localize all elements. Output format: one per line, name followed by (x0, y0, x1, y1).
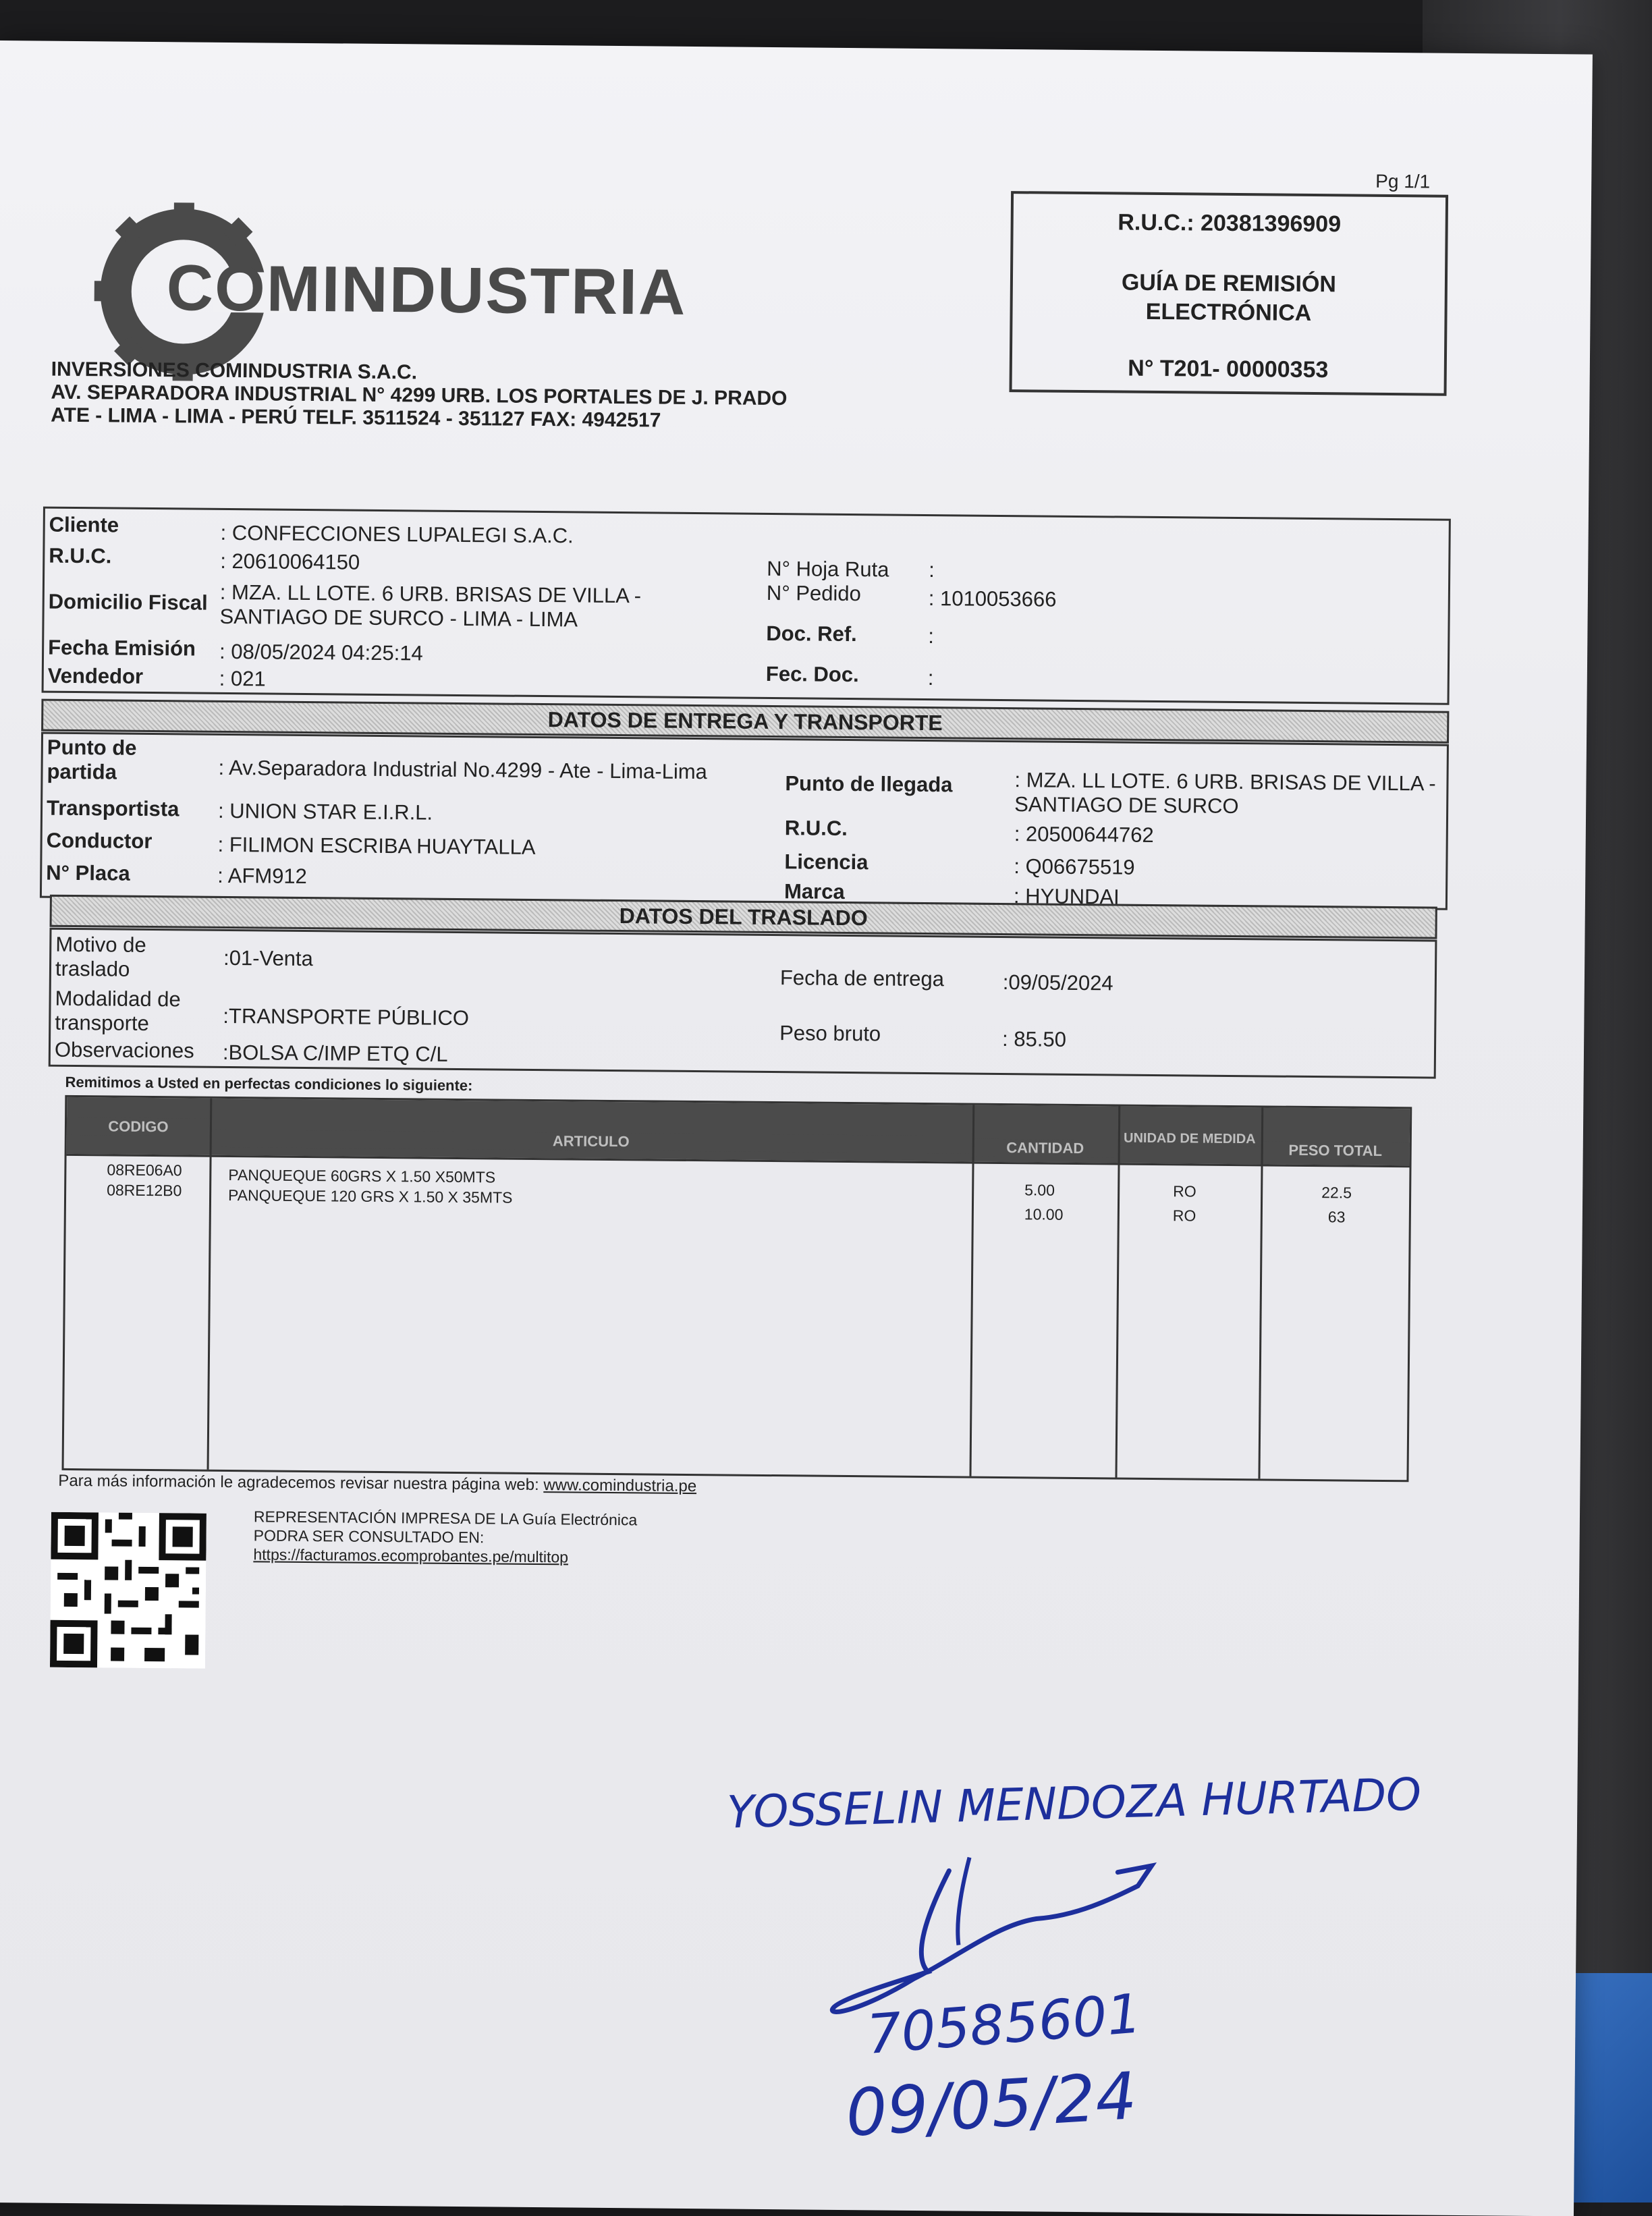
licencia-label: Licencia (784, 850, 869, 875)
motivo-label-2: traslado (55, 956, 130, 981)
row1-articulo: PANQUEQUE 60GRS X 1.50 X50MTS (228, 1166, 496, 1186)
llegada-label: Punto de llegada (785, 771, 953, 797)
header-peso-total: PESO TOTAL (1261, 1141, 1410, 1160)
motivo-value: :01-Venta (223, 945, 314, 971)
llegada-value-2: SANTIAGO DE SURCO (1014, 792, 1239, 819)
domicilio-value-2: SANTIAGO DE SURCO - LIMA - LIMA (219, 604, 578, 632)
cliente-value: : CONFECCIONES LUPALEGI S.A.C. (220, 520, 574, 548)
qr-code-icon (50, 1512, 206, 1669)
more-info (58, 1472, 696, 1496)
motivo-label-1: Motivo de (55, 932, 146, 957)
company-name: INVERSIONES COMINDUSTRIA S.A.C. (51, 358, 418, 384)
fecha-emision-label: Fecha Emisión (48, 635, 196, 661)
fec-doc-value: : (927, 666, 934, 690)
ruc-label: R.U.C. (49, 543, 112, 568)
partida-value: : Av.Separadora Industrial No.4299 - Ate - Lima-Lima (218, 755, 708, 784)
header-codigo: CODIGO (67, 1117, 210, 1136)
transport-band: DATOS DE ENTREGA Y TRANSPORTE (41, 699, 1449, 744)
doc-type-line1: GUÍA DE REMISIÓN (1121, 269, 1337, 298)
traslado-section (49, 928, 1437, 1079)
doc-ref-label: Doc. Ref. (766, 621, 857, 646)
website-link[interactable]: www.comindustria.pe (543, 1476, 697, 1496)
header-unidad: UNIDAD DE MEDIDA (1118, 1131, 1261, 1147)
company-address-line2: ATE - LIMA - LIMA - PERÚ TELF. 3511524 - 351127 FAX: 4942517 (51, 404, 661, 432)
doc-ref-value: : (928, 624, 935, 648)
doc-type-line2: ELECTRÓNICA (1145, 298, 1312, 326)
row2-codigo: 08RE12B0 (107, 1181, 182, 1200)
fecha-entrega-label: Fecha de entrega (779, 966, 945, 991)
domicilio-value-1: : MZA. LL LOTE. 6 URB. BRISAS DE VILLA - (219, 580, 642, 608)
row1-unidad: RO (1173, 1182, 1196, 1200)
fecha-entrega-value: :09/05/2024 (1002, 970, 1113, 995)
peso-bruto-value: : 85.50 (1001, 1027, 1067, 1051)
header-articulo: ARTICULO (210, 1130, 972, 1154)
pedido-value: : 1010053666 (928, 586, 1057, 611)
repr-line1: REPRESENTACIÓN IMPRESA DE LA Guía Electrónica (253, 1507, 638, 1529)
peso-bruto-label: Peso bruto (779, 1021, 881, 1046)
ruc-box (1010, 191, 1449, 396)
remission-guide-document (0, 40, 1593, 2216)
partida-label-1: Punto de (47, 735, 137, 760)
transport-ruc-value: : 20500644762 (1014, 822, 1154, 847)
doc-number: N° T201- 00000353 (1128, 355, 1329, 383)
transportista-value: : UNION STAR E.I.R.L. (217, 798, 433, 825)
page-number: Pg 1/1 (1375, 170, 1431, 192)
vendedor-label: Vendedor (47, 663, 144, 688)
row1-cantidad: 5.00 (1024, 1181, 1055, 1199)
header-cantidad: CANTIDAD (972, 1139, 1118, 1158)
items-intro: Remitimos a Usted en perfectas condiciones lo siguiente: (65, 1073, 473, 1095)
marca-value: : HYUNDAI (1013, 884, 1120, 909)
conductor-value: : FILIMON ESCRIBA HUAYTALLA (217, 832, 536, 859)
logo-text: COMINDUSTRIA (166, 252, 687, 329)
transport-ruc-label: R.U.C. (784, 816, 848, 841)
cliente-label: Cliente (49, 512, 119, 537)
row2-cantidad: 10.00 (1024, 1205, 1064, 1223)
fec-doc-label: Fec. Doc. (765, 661, 859, 687)
handwritten-date: 09/05/24 (844, 2057, 1139, 2151)
electronic-representation-block (253, 1507, 637, 1567)
modalidad-label-1: Modalidad de (55, 986, 181, 1012)
ruc-value: : 20610064150 (220, 549, 360, 574)
repr-link[interactable]: https://facturamos.ecomprobantes.pe/multitop (253, 1545, 569, 1566)
placa-value: : AFM912 (217, 863, 308, 889)
company-address-line1: AV. SEPARADORA INDUSTRIAL N° 4299 URB. LOS PORTALES DE J. PRADO (51, 381, 788, 410)
fecha-emision-value: : 08/05/2024 04:25:14 (219, 639, 423, 665)
row1-peso: 22.5 (1321, 1184, 1352, 1202)
handwritten-id: 70585601 (864, 1982, 1144, 2066)
more-info-text: Para más información le agradecemos revisar nuestra página web: (58, 1471, 539, 1495)
modalidad-label-2: transporte (55, 1010, 150, 1035)
llegada-value-1: : MZA. LL LOTE. 6 URB. BRISAS DE VILLA - (1014, 768, 1436, 796)
transportista-label: Transportista (46, 796, 180, 821)
items-table (62, 1095, 1412, 1482)
handwritten-name: YOSSELIN MENDOZA HURTADO (726, 1768, 1423, 1839)
hoja-ruta-label: N° Hoja Ruta (767, 556, 889, 582)
ruc-number: R.U.C.: 20381396909 (1118, 209, 1342, 238)
pedido-label: N° Pedido (766, 580, 861, 606)
row2-unidad: RO (1172, 1207, 1196, 1225)
hoja-ruta-value: : (929, 558, 935, 582)
row2-peso: 63 (1327, 1208, 1346, 1226)
client-section (42, 507, 1451, 705)
observaciones-label: Observaciones (54, 1037, 194, 1063)
marca-label: Marca (783, 879, 845, 904)
observaciones-value: :BOLSA C/IMP ETQ C/L (222, 1040, 448, 1066)
row2-articulo: PANQUEQUE 120 GRS X 1.50 X 35MTS (227, 1186, 513, 1207)
licencia-value: : Q06675519 (1014, 854, 1135, 879)
partida-label-2: partida (47, 759, 117, 784)
company-address-block (51, 358, 788, 434)
domicilio-label: Domicilio Fiscal (48, 589, 208, 615)
repr-line2: PODRA SER CONSULTADO EN: (253, 1526, 485, 1547)
conductor-label: Conductor (46, 828, 153, 854)
traslado-band: DATOS DEL TRASLADO (50, 895, 1437, 939)
placa-label: N° Placa (46, 860, 130, 885)
row1-codigo: 08RE06A0 (107, 1161, 182, 1180)
vendedor-value: : 021 (219, 666, 266, 691)
transport-section (40, 732, 1449, 910)
modalidad-value: :TRANSPORTE PÚBLICO (223, 1003, 470, 1030)
